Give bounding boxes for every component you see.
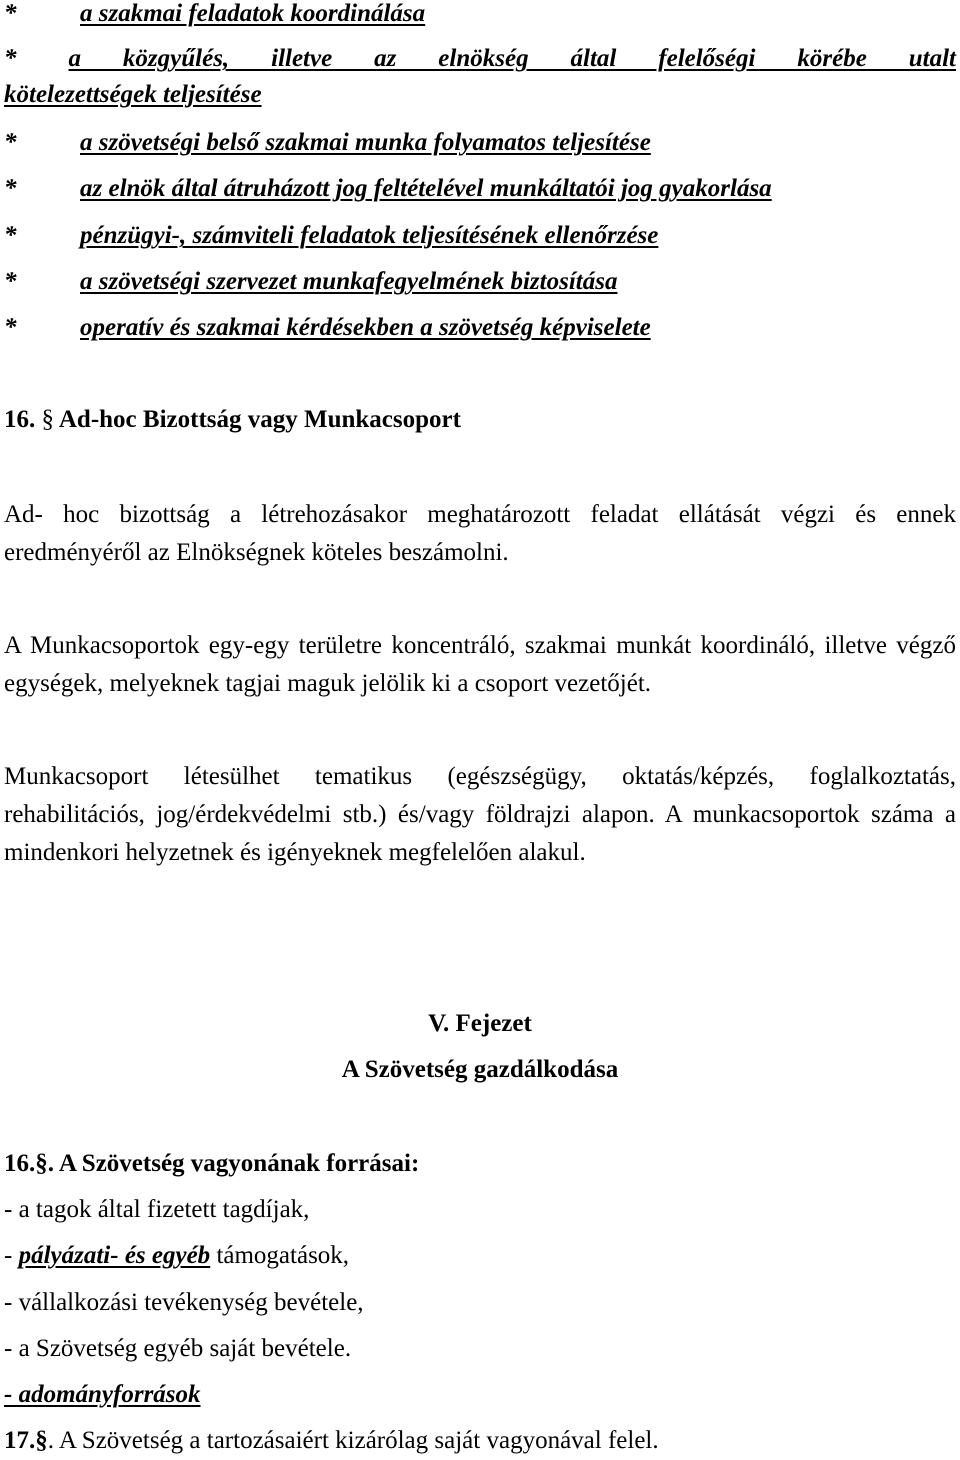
section-text: . A Szövetség a tartozásaiért kizárólag saját vagyonával felel.	[47, 1427, 659, 1454]
source-dash: -	[4, 1242, 19, 1269]
section-16-heading	[4, 406, 956, 434]
duty-text-line1: a közgyűlés, illetve az elnökség által felelőségi körébe utalt	[68, 45, 956, 72]
duty-marker: *	[4, 268, 17, 295]
duty-text: a szakmai feladatok koordinálása	[80, 0, 426, 27]
section-symbol: §	[35, 1150, 48, 1177]
section-symbol: §	[41, 406, 54, 433]
section-number: 16.	[4, 406, 36, 433]
duty-text-line2: kötelezettségek teljesítése	[4, 81, 262, 108]
duty-marker: *	[4, 175, 17, 202]
duty-marker: *	[4, 314, 17, 341]
duty-text: a szövetségi belső szakmai munka folyamatos teljesítése	[80, 129, 651, 156]
section-number: 17.	[4, 1427, 36, 1454]
section-16b-heading	[4, 1150, 956, 1178]
source-item-4: - a Szövetség egyéb saját bevétele.	[4, 1335, 352, 1362]
duty-text: pénzügyi-, számviteli feladatok teljesítésének ellenőrzése	[80, 222, 659, 249]
duty-marker: *	[4, 45, 17, 72]
section-title: Ad-hoc Bizottság vagy Munkacsoport	[58, 406, 461, 433]
section-number: 16.	[4, 1150, 36, 1177]
section-title: . A Szövetség vagyonának forrásai:	[47, 1150, 420, 1177]
duty-text: a szövetségi szervezet munkafegyelmének biztosítása	[80, 268, 618, 295]
source-item-5: - adományforrások	[4, 1381, 201, 1408]
source-item-1: - a tagok által fizetett tagdíjak,	[4, 1196, 310, 1223]
paragraph-adhoc: Ad- hoc bizottság a létrehozásakor meghatározott feladat ellátását végzi és ennek eredményéről az Elnökségnek köteles beszámolni.	[4, 501, 956, 566]
section-symbol: §	[35, 1427, 48, 1454]
duty-marker: *	[4, 222, 17, 249]
paragraph-letesulhet: Munkacsoport létesülhet tematikus (egészségügy, oktatás/képzés, foglalkoztatás, rehabilitációs, jog/érdekvédelmi stb.) és/vagy földrajzi alapon. A munkacsoportok száma a mindenkori helyzetnek és igényeknek megfelelően alakul.	[4, 763, 956, 866]
source-item-3: - vállalkozási tevékenység bevétele,	[4, 1289, 364, 1316]
section-17	[4, 1427, 956, 1455]
duty-marker: *	[4, 0, 17, 27]
duty-item-2	[4, 45, 956, 109]
source-rest: támogatások,	[210, 1242, 350, 1269]
paragraph-munkacsoportok: A Munkacsoportok egy-egy területre koncentráló, szakmai munkát koordináló, illetve végző egységek, melyeknek tagjai maguk jelölik ki a csoport vezetőjét.	[4, 632, 956, 697]
duty-text: az elnök által átruházott jog feltételével munkáltatói jog gyakorlása	[80, 175, 772, 202]
chapter-title: A Szövetség gazdálkodása	[341, 1056, 619, 1083]
duty-marker: *	[4, 129, 17, 156]
chapter-number: V. Fejezet	[428, 1010, 532, 1037]
source-emphasis: pályázati- és egyéb	[18, 1242, 211, 1269]
source-item-2	[4, 1242, 956, 1270]
duty-text: operatív és szakmai kérdésekben a szövetség képviselete	[80, 314, 651, 341]
